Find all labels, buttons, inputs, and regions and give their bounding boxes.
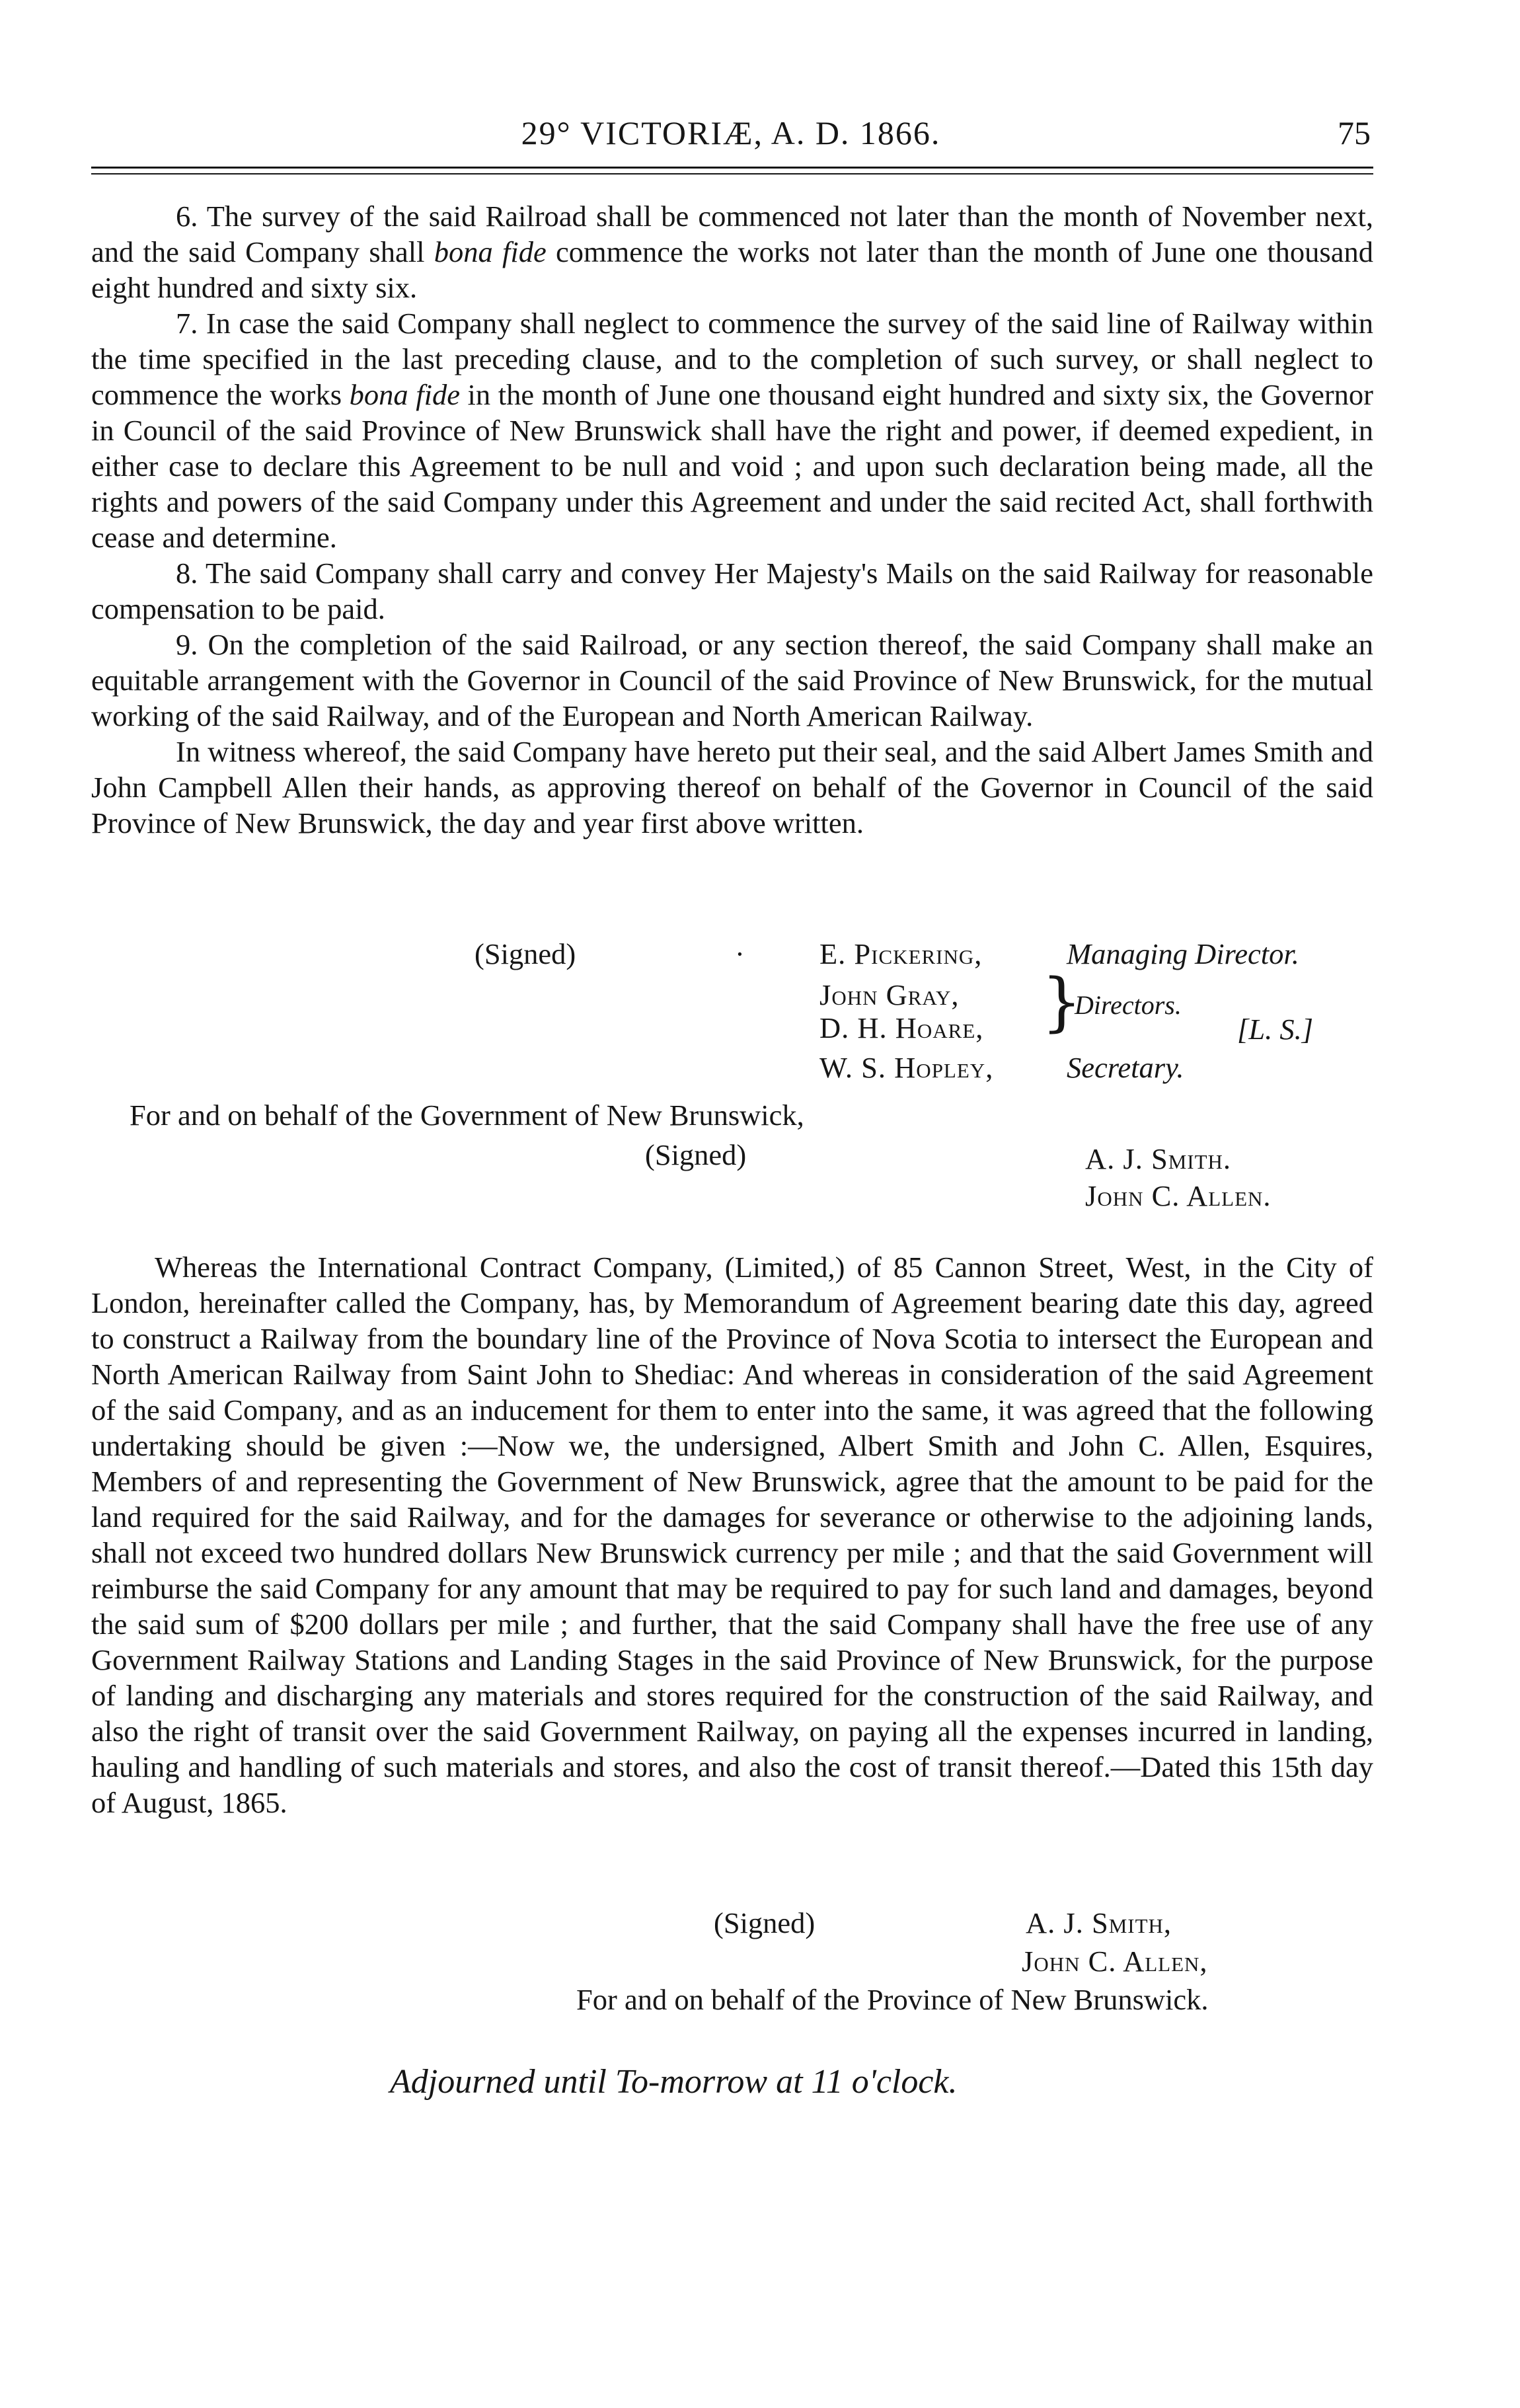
signed-label-3: (Signed) [714, 1906, 816, 1939]
gray-name: John Gray, [819, 978, 960, 1011]
hopley-title: Secretary. [1067, 1051, 1184, 1084]
province-behalf-line: For and on behalf of the Province of New Brunswick. [576, 1983, 1209, 2016]
hopley-name: W. S. Hopley, [819, 1051, 994, 1084]
directors-brace: } [1042, 965, 1083, 1039]
pickering-title: Managing Director. [1067, 937, 1299, 970]
witness-paragraph: In witness whereof, the said Company have hereto put their seal, and the said Albert James Smith and John Campbell Allen their hands, as approving thereof on behalf of the Governor in Council of the said Province of New Brunswick, the day and year first above written. [91, 735, 1373, 839]
clause-8: 8. The said Company shall carry and convey Her Majesty's Mails on the said Railway for reasonable compensation to be paid. [91, 557, 1373, 625]
memorandum-block [91, 1249, 1373, 1820]
clauses-block [91, 198, 1373, 841]
clause-6-italic: bona fide [434, 235, 547, 268]
clause-7-italic: bona fide [349, 378, 460, 411]
clause-6 [91, 198, 1373, 305]
clause-6-text-b: commence the works not later than the month of June one thousand eight hundred and sixty six. [91, 235, 1374, 304]
clause-7-text-a: 7. In case the said Company shall neglect to commence the survey of the said line of Railway within the time specified in the last preceding clause, and to the completion of such survey, or shall neglect to commence the works [91, 307, 1373, 411]
bullet-dot: · [735, 937, 745, 970]
smith-signature-1: A. J. Smith. [1085, 1142, 1232, 1175]
clause-9: 9. On the completion of the said Railroad, or any section thereof, the said Company shall make an equitable arrangement with the Governor in Council of the said Province of New Brunswick, for the mutual working of the said Railway, and of the European and North American Railway. [91, 628, 1373, 732]
smith-signature-2: A. J. Smith, [1026, 1906, 1172, 1939]
signed-label-1: (Signed) [475, 937, 576, 970]
signed-label-2: (Signed) [645, 1138, 747, 1171]
clause-6-text-a: 6. The survey of the said Railroad shall be commenced not later than the month of November next, and the said Company shall [91, 200, 1373, 268]
header-rule-bottom [91, 173, 1373, 175]
header-title: 29° VICTORIÆ, A. D. 1866. [521, 114, 941, 151]
allen-signature-1: John C. Allen. [1085, 1179, 1272, 1212]
allen-signature-2: John C. Allen, [1022, 1945, 1208, 1978]
directors-label: Directors. [1075, 990, 1182, 1020]
adjournment-line: Adjourned until To-morrow at 11 o'clock. [390, 2063, 958, 2101]
page-number: 75 [1338, 114, 1371, 151]
header-rule-top [91, 167, 1373, 169]
government-behalf-line: For and on behalf of the Government of New Brunswick, [130, 1099, 804, 1132]
clause-7-text-b: in the month of June one thousand eight hundred and sixty six, the Governor in Council of the said Province of New Brunswick shall have the right and power, if deemed expedient, in either case to declare this Agreement to be null and void ; and upon such declaration being made, all the rights and powers of the said Company under this Agreement and under the said recited Act, shall forthwith cease and determine. [91, 378, 1374, 554]
pickering-name: E. Pickering, [819, 937, 983, 970]
clause-7 [91, 305, 1373, 555]
seal-label: [L. S.] [1237, 1013, 1314, 1046]
running-header [91, 114, 1371, 161]
hoare-name: D. H. Hoare, [819, 1011, 984, 1044]
memorandum-paragraph: Whereas the International Contract Company, (Limited,) of 85 Cannon Street, West, in the City of London, hereinafter called the Company, has, by Memorandum of Agreement bearing date this day, agreed to construct a Railway from the boundary line of the Province of Nova Scotia to intersect the European and North American Railway from Saint John to Shediac: And whereas in consideration of the said Agreement of the said Company, and as an inducement for them to enter into the same, it was agreed that the following undertaking should be given :—Now we, the undersigned, Albert Smith and John C. Allen, Esquires, Members of and representing the Government of New Brunswick, agree that the amount to be paid for the land required for the said Railway, and for the damages for severance or otherwise to the adjoining lands, shall not exceed two hundred dollars New Brunswick currency per mile ; and that the said Government will reimburse the said Company for any amount that may be required to pay for such land and damages, beyond the said sum of $200 dollars per mile ; and further, that the said Company shall have the free use of any Government Railway Stations and Landing Stages in the said Province of New Brunswick, for the purpose of landing and discharging any materials and stores required for the construction of the said Railway, and also the right of transit over the said Government Railway, on paying all the expenses incurred in landing, hauling and handling of such materials and stores, and also the cost of transit thereof.—Dated this 15th day of August, 1865. [91, 1251, 1373, 1819]
